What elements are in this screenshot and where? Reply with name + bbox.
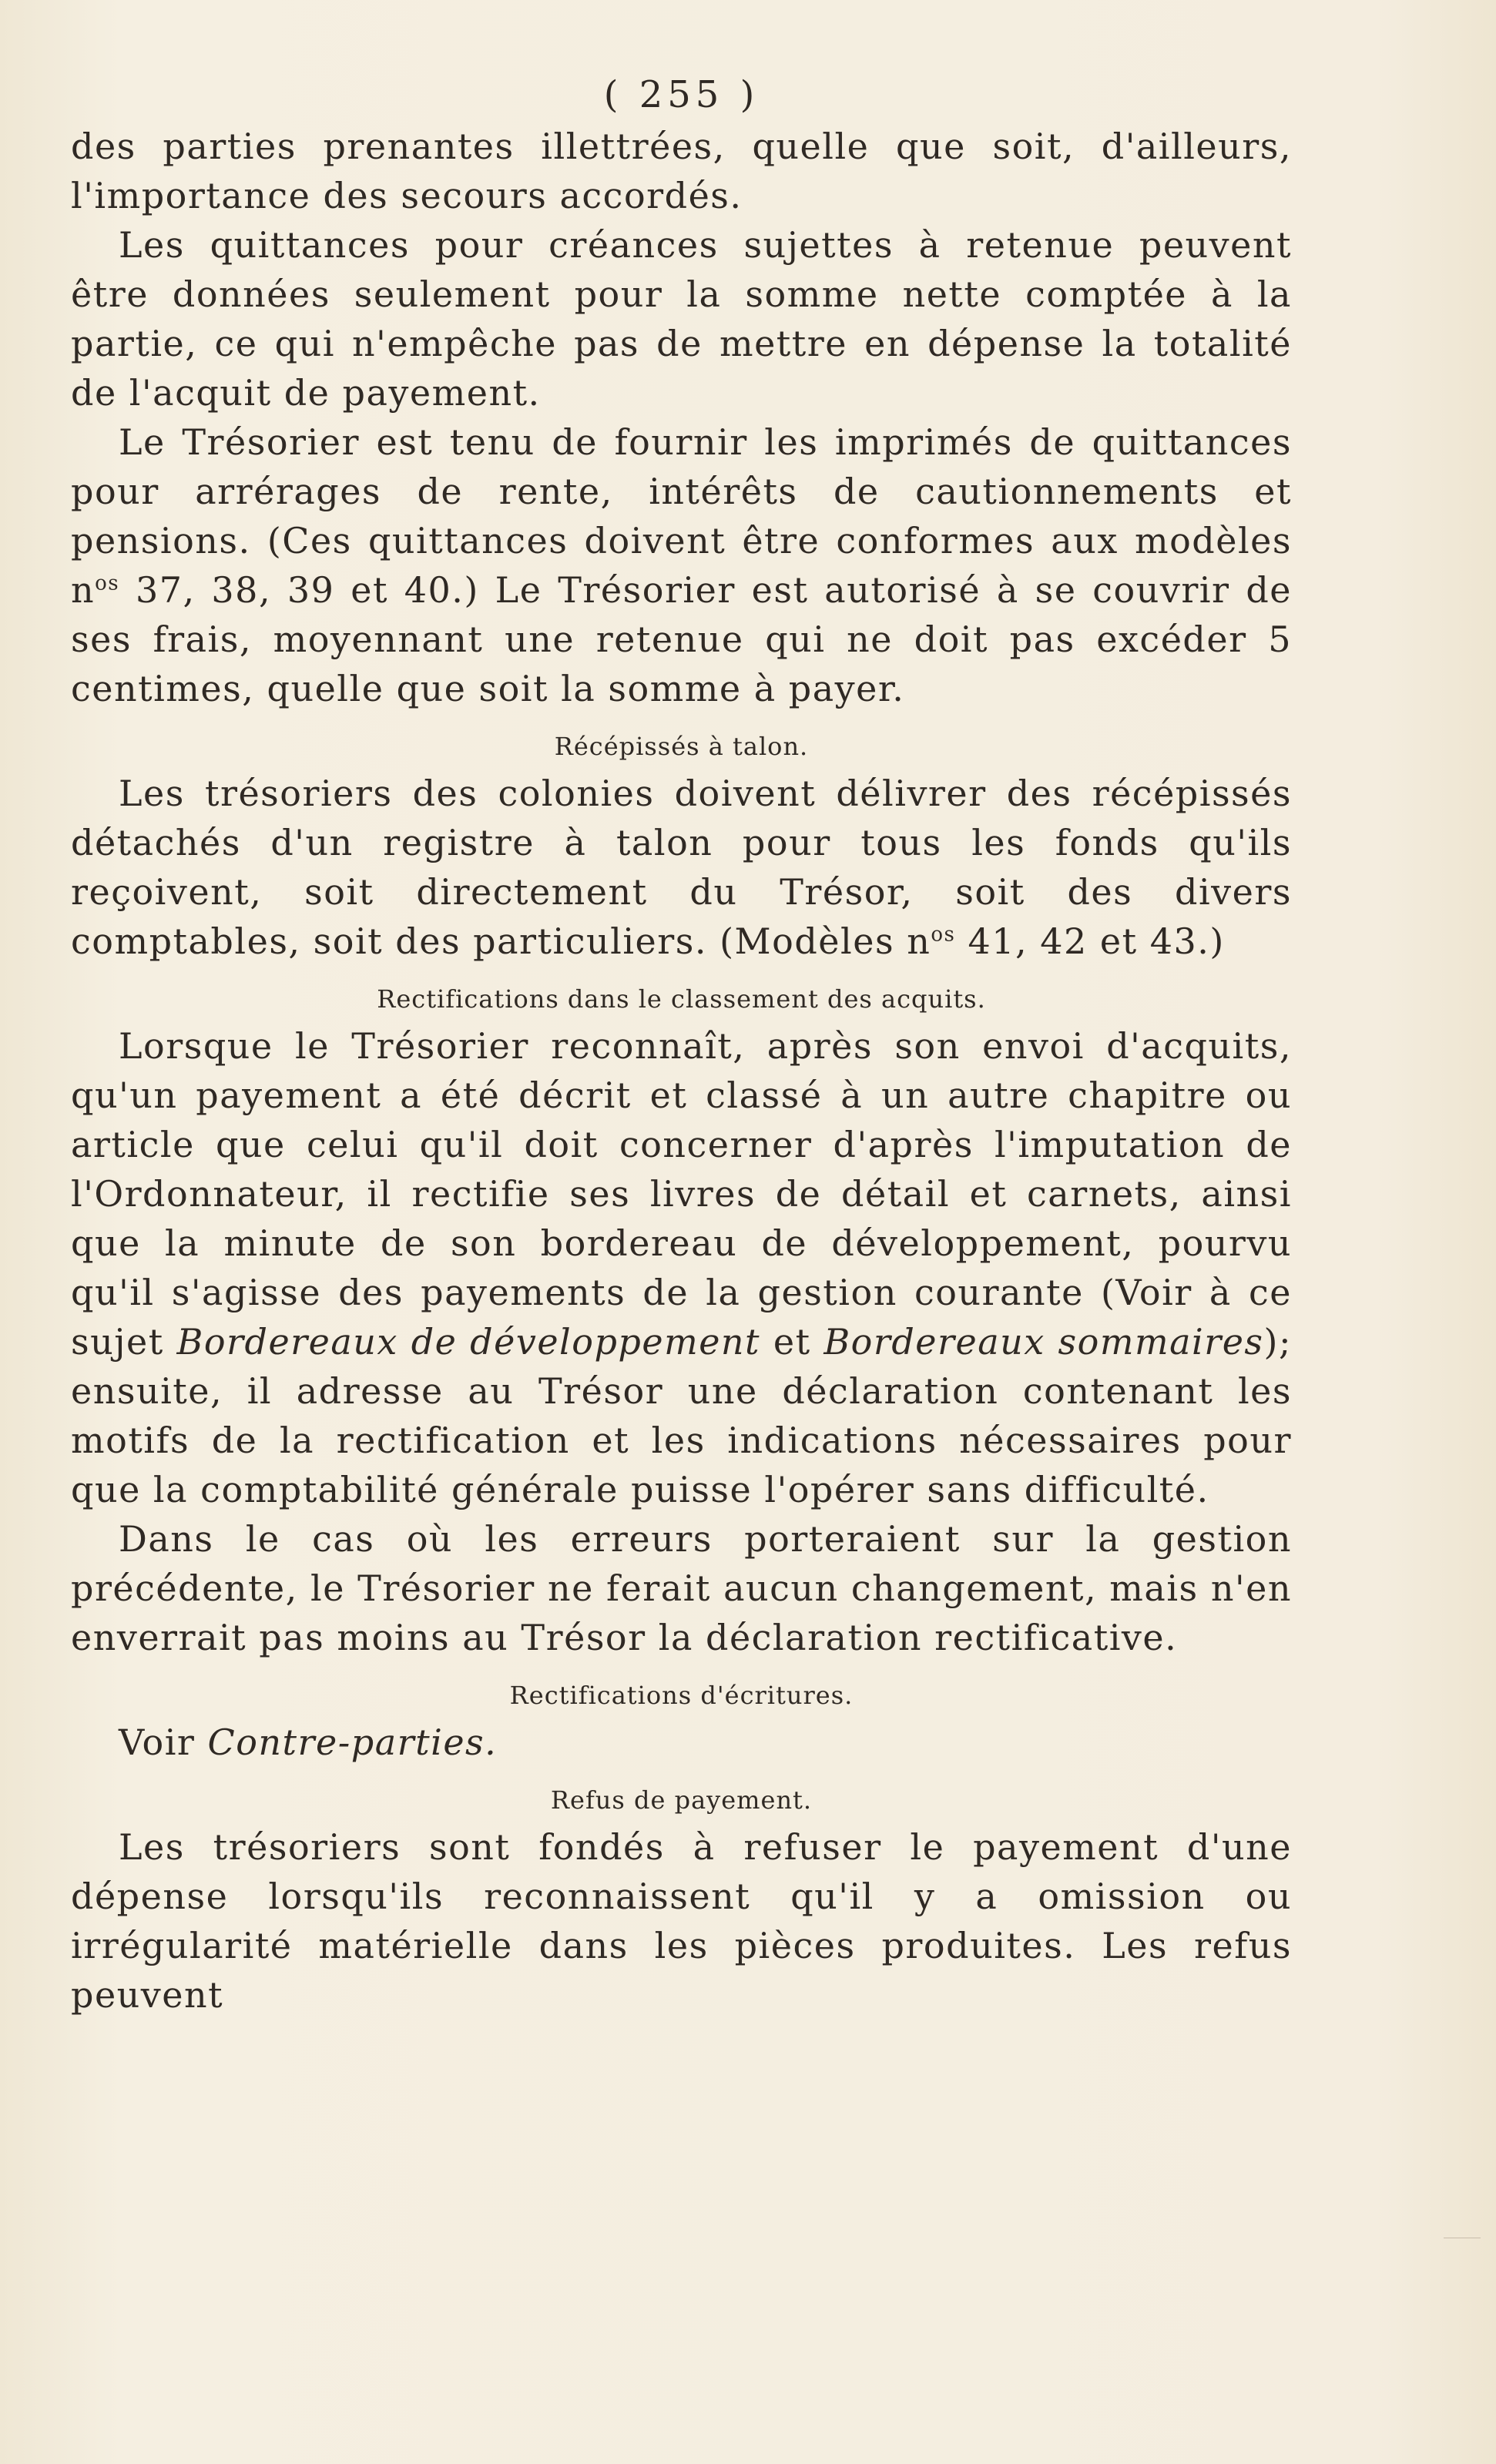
paragraph-imprimes-quittances: Le Trésorier est tenu de fournir les imprimés de quittances pour arrérages de rente, intérêts de cautionnements et pensions. (Ces quittances doivent être conformes aux modèles $n^{os}$ 37, 38, 39 et 40.) Le Trésorier est autorisé à se couvrir de ses frais, moyennant une retenue qui ne doit pas excéder 5 centimes, quelle que soit la somme à payer. [71,421,1292,709]
paragraph-rectifications-classement: Lorsque le Trésorier reconnaît, après son envoi d'acquits, qu'un payement a été décrit et classé à un autre chapitre ou article que celui qu'il doit concerner d'après l'imputation de l'Ordonnateur, il rectifie ses livres de détail et carnets, ainsi que la minute de son bordereau de développement, pourvu qu'il s'agisse des payements de la gestion courante (Voir à ce sujet Bordereaux de développement et Bordereaux sommaires); ensuite, il adresse au Trésor une déclaration contenant les motifs de la rectification et les indications nécessaires pour que la comptabilité générale puisse l'opérer sans difficulté. [71,1025,1292,1510]
paragraph-recepisses: Les trésoriers des colonies doivent délivrer des récépissés détachés d'un registre à talon pour tous les fonds qu'ils reçoivent, soit directement du Trésor, soit des divers comptables, soit des particuliers. (Modèles $n^{os}$ 41, 42 et 43.) [71,773,1292,962]
page-text [71,68,1292,2020]
section-heading-rectifications-ecritures: Rectifications d'écritures. [509,1681,854,1710]
section-heading-recepisses: Récépissés à talon. [554,732,809,761]
page-number: ( 255 ) [603,73,760,116]
paragraph-continuation: des parties prenantes illettrées, quelle que soit, d'ailleurs, l'importance des secours accordés. [71,126,1292,216]
section-heading-rectifications-classement: Rectifications dans le classement des acquits. [377,984,986,1014]
section-heading-refus-payement: Refus de payement. [550,1785,813,1815]
paragraph-refus-payement: Les trésoriers sont fondés à refuser le payement d'une dépense lorsqu'ils reconnaissent qu'il y a omission ou irrégularité matérielle dans les pièces produites. Les refus peuvent [71,1826,1292,2016]
paragraph-voir-contre-parties: Voir Contre-parties. [119,1721,498,1763]
paragraph-quittances-retenue: Les quittances pour créances sujettes à retenue peuvent être données seulement pour la somme nette comptée à la partie, ce qui n'empêche pas de mettre en dépense la totalité de l'acquit de payement. [71,224,1292,414]
paragraph-gestion-precedente: Dans le cas où les erreurs porteraient sur la gestion précédente, le Trésorier ne ferait aucun changement, mais n'en enverrait pas moins au Trésor la déclaration rectificative. [71,1518,1292,1658]
